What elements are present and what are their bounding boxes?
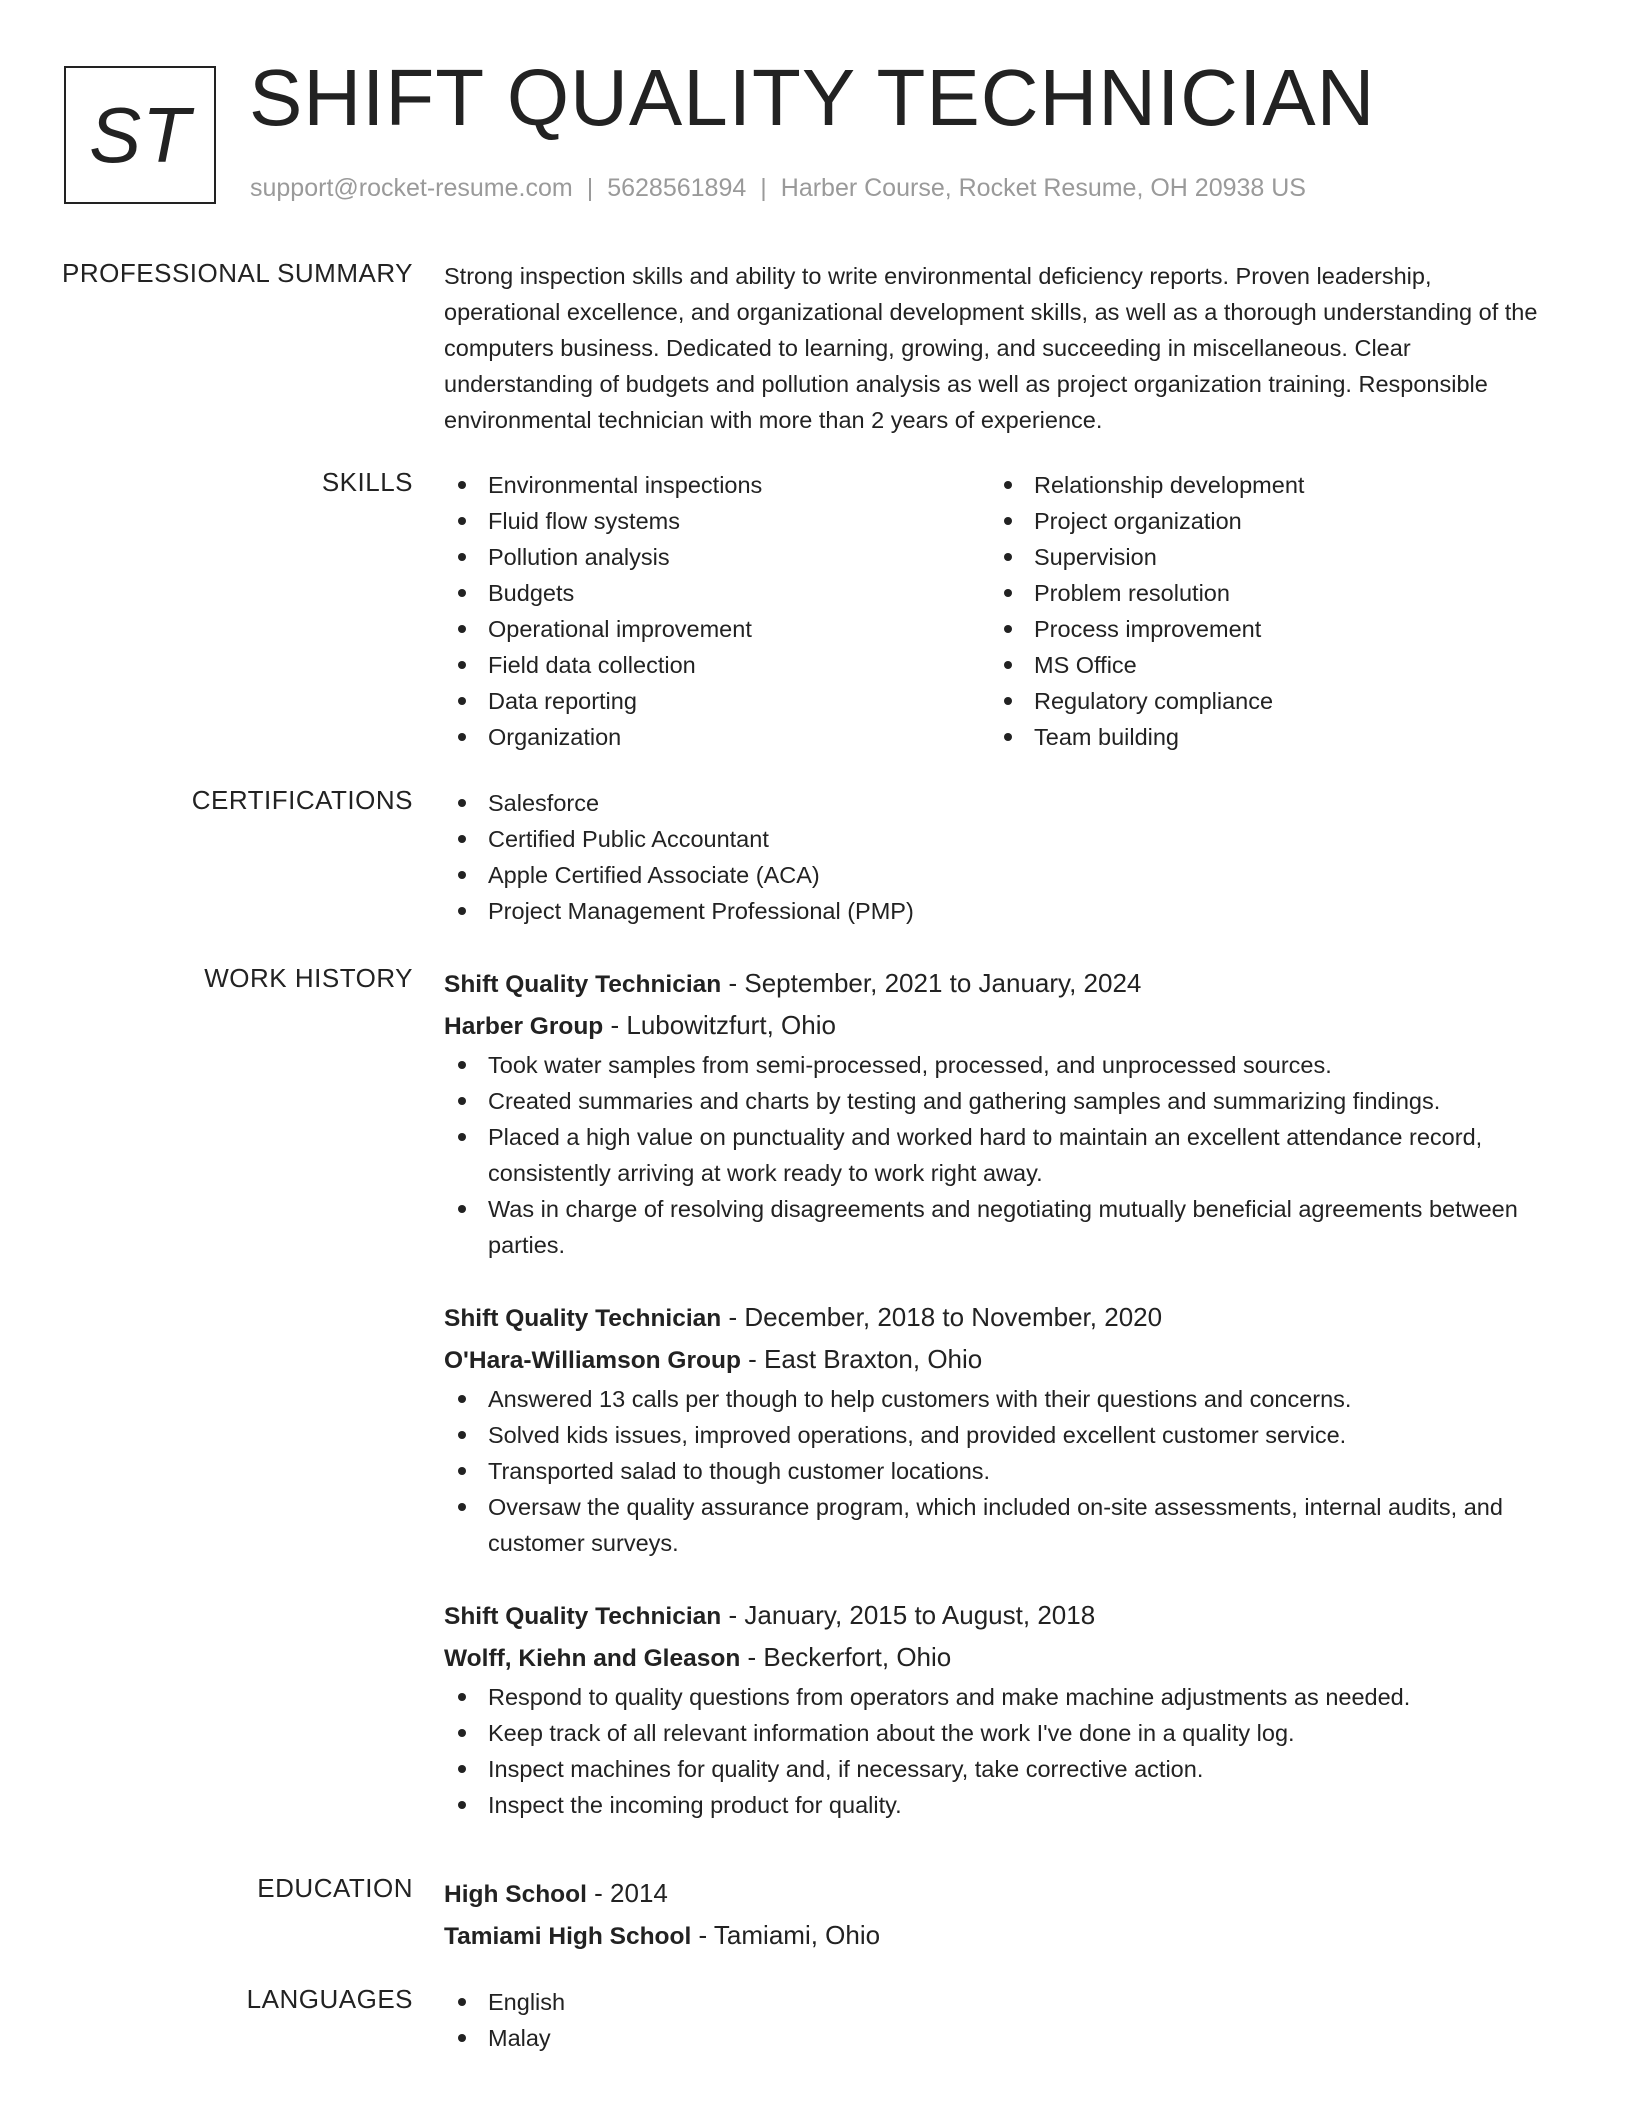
skill-item: MS Office (990, 647, 1536, 683)
job-duties-list (444, 1381, 1554, 1561)
skill-item: Organization (444, 719, 990, 755)
certification-item: Certified Public Accountant (444, 821, 1554, 857)
skill-item: Supervision (990, 539, 1536, 575)
skills-list-right (990, 467, 1536, 755)
section-label-summary: PROFESSIONAL SUMMARY (62, 258, 413, 288)
section-label-languages: LANGUAGES (246, 1984, 413, 2014)
education-degree: High School (444, 1881, 587, 1908)
job-title: Shift Quality Technician (444, 1603, 722, 1630)
section-label-education: EDUCATION (257, 1873, 413, 1903)
job-dates: - December, 2018 to November, 2020 (721, 1302, 1163, 1332)
job-duty-item: Took water samples from semi-processed, processed, and unprocessed sources. (444, 1047, 1554, 1083)
contact-address: Harber Course, Rocket Resume, OH 20938 US (780, 174, 1306, 202)
language-item: English (444, 1984, 1554, 2020)
skill-item: Operational improvement (444, 611, 990, 647)
skill-item: Regulatory compliance (990, 683, 1536, 719)
job-title: Shift Quality Technician (444, 971, 722, 998)
summary-text: Strong inspection skills and ability to write environmental deficiency reports. Proven leadership, operational excellence, and organizational development skills, as well as a thorough understanding of the computers business. Dedicated to learning, growing, and succeeding in miscellaneous. Clear understanding of budgets and pollution analysis as well as project organization training. Responsible environmental technician with more than 2 years of experience. (444, 263, 1538, 433)
job-title-line (444, 963, 1554, 1005)
skills-list-left (444, 467, 990, 755)
skill-item: Field data collection (444, 647, 990, 683)
job-title: Shift Quality Technician (444, 1305, 722, 1332)
certification-item: Salesforce (444, 785, 1554, 821)
job-company: Wolff, Kiehn and Gleason (444, 1645, 741, 1672)
monogram-box (64, 66, 216, 204)
skill-item: Pollution analysis (444, 539, 990, 575)
skill-item: Data reporting (444, 683, 990, 719)
job-entry (444, 963, 1554, 1263)
job-location: - Beckerfort, Ohio (740, 1642, 952, 1672)
job-company: Harber Group (444, 1013, 604, 1040)
skill-item: Team building (990, 719, 1536, 755)
contact-line (250, 174, 1306, 203)
job-duty-item: Answered 13 calls per though to help customers with their questions and concerns. (444, 1381, 1554, 1417)
skill-item: Process improvement (990, 611, 1536, 647)
section-label-certifications: CERTIFICATIONS (191, 785, 413, 815)
job-title-line (444, 1595, 1554, 1637)
skill-item: Budgets (444, 575, 990, 611)
job-company-line (444, 1339, 1554, 1381)
education-school: Tamiami High School (444, 1923, 692, 1950)
job-duties-list (444, 1679, 1554, 1823)
languages-list (444, 1984, 1554, 2056)
contact-separator: | (760, 174, 767, 202)
job-entry (444, 1297, 1554, 1561)
section-label-skills: SKILLS (321, 467, 413, 497)
job-duty-item: Inspect machines for quality and, if necessary, take corrective action. (444, 1751, 1554, 1787)
job-duty-item: Keep track of all relevant information about the work I've done in a quality log. (444, 1715, 1554, 1751)
job-title-line (444, 1297, 1554, 1339)
education-degree-line (444, 1873, 1554, 1915)
job-duty-item: Oversaw the quality assurance program, which included on-site assessments, internal audits, and customer surveys. (444, 1489, 1554, 1561)
monogram-initials: ST (89, 90, 191, 179)
job-dates: - September, 2021 to January, 2024 (721, 968, 1142, 998)
skill-item: Problem resolution (990, 575, 1536, 611)
skill-item: Project organization (990, 503, 1536, 539)
job-dates: - January, 2015 to August, 2018 (721, 1600, 1096, 1630)
job-duties-list (444, 1047, 1554, 1263)
skill-item: Environmental inspections (444, 467, 990, 503)
jobs-container (444, 963, 1554, 1857)
skill-item: Relationship development (990, 467, 1536, 503)
job-duty-item: Placed a high value on punctuality and worked hard to maintain an excellent attendance record, consistently arriving at work ready to work right away. (444, 1119, 1554, 1191)
certifications-list (444, 785, 1554, 929)
education-school-line (444, 1915, 1554, 1957)
contact-separator: | (586, 174, 594, 202)
job-duty-item: Transported salad to though customer locations. (444, 1453, 1554, 1489)
job-duty-item: Created summaries and charts by testing and gathering samples and summarizing findings. (444, 1083, 1554, 1119)
job-location: - East Braxton, Ohio (740, 1344, 983, 1374)
skill-item: Fluid flow systems (444, 503, 990, 539)
job-company-line (444, 1005, 1554, 1047)
education-year: - 2014 (586, 1878, 668, 1908)
education-location: - Tamiami, Ohio (691, 1920, 881, 1950)
certification-item: Apple Certified Associate (ACA) (444, 857, 1554, 893)
job-duty-item: Solved kids issues, improved operations, and provided excellent customer service. (444, 1417, 1554, 1453)
job-duty-item: Was in charge of resolving disagreements and negotiating mutually beneficial agreements between parties. (444, 1191, 1554, 1263)
section-label-work-history: WORK HISTORY (204, 963, 413, 993)
contact-phone: 5628561894 (607, 174, 747, 202)
contact-email: support@rocket-resume.com (250, 174, 573, 202)
job-company-line (444, 1637, 1554, 1679)
language-item: Malay (444, 2020, 1554, 2056)
certification-item: Project Management Professional (PMP) (444, 893, 1554, 929)
job-duty-item: Respond to quality questions from operators and make machine adjustments as needed. (444, 1679, 1554, 1715)
job-company: O'Hara-Williamson Group (444, 1347, 741, 1374)
job-location: - Lubowitzfurt, Ohio (603, 1010, 836, 1040)
job-duty-item: Inspect the incoming product for quality. (444, 1787, 1554, 1823)
job-entry (444, 1595, 1554, 1823)
resume-title: SHIFT QUALITY TECHNICIAN (249, 53, 1376, 142)
